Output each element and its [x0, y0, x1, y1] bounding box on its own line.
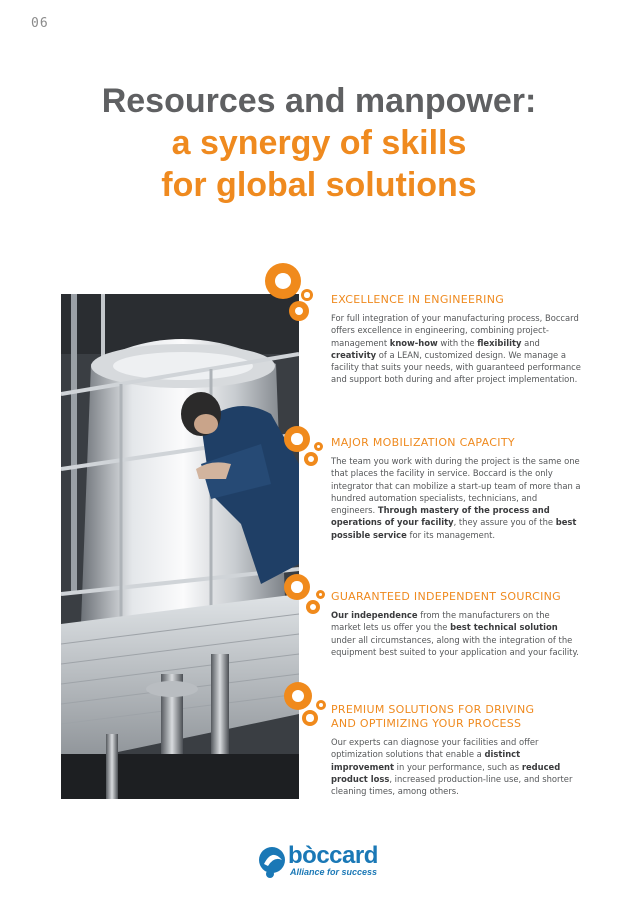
section-heading: EXCELLENCE IN ENGINEERING — [331, 293, 505, 306]
section-mobilization — [331, 436, 581, 541]
brand-tagline: Alliance for success — [290, 867, 378, 877]
page-number: 06 — [31, 16, 49, 31]
section-heading: PREMIUM SOLUTIONS FOR DRIVING AND OPTIMIZING YOUR PROCESS — [331, 703, 535, 730]
brand-name: bòccard — [288, 842, 378, 869]
boccard-logo — [258, 844, 382, 880]
section-heading: MAJOR MOBILIZATION CAPACITY — [331, 436, 515, 449]
decor-dots-3 — [284, 574, 332, 622]
section-heading: GUARANTEED INDEPENDENT SOURCING — [331, 590, 561, 603]
decor-dots-4 — [284, 682, 334, 732]
decor-dots-2 — [284, 426, 330, 472]
section-body: Our independence from the manufacturers on the market lets us offer you the best technical solution under all circumstances, along with the integration of the equipment best suited to your application and your facility. — [331, 610, 579, 657]
title-line-3: for global solutions — [161, 166, 477, 204]
section-body: Our experts can diagnose your facilities and offer optimization solutions that enable a distinct improvement in your performance, such as reduced product loss, increased production-line use, and shorter cleaning times, among others. — [331, 737, 573, 797]
section-premium-solutions — [331, 703, 581, 797]
boccard-logo-icon — [258, 846, 288, 880]
section-sourcing — [331, 590, 581, 658]
page-title — [0, 80, 638, 206]
section-body: For full integration of your manufacturing process, Boccard offers excellence in engineering, combining project-management know-how with the flexibility and creativity of a LEAN, customized design. We manage a facility that suits your needs, with guaranteed performance and support both during and after project implementation. — [331, 313, 581, 385]
section-body: The team you work with during the project is the same one that places the facility in service. Boccard is the only integrator that can mobilize a start-up team of more than a hundred automation specialists, technicians, and engineers. Through mastery of the process and operations of your facility, they assure you of the best possible service for its management. — [331, 456, 581, 540]
decor-dots-1 — [265, 263, 327, 325]
title-line-1: Resources and manpower: — [101, 82, 537, 120]
title-line-2: a synergy of skills — [171, 124, 467, 162]
section-engineering — [331, 293, 581, 386]
industrial-worker-photo — [61, 294, 299, 799]
